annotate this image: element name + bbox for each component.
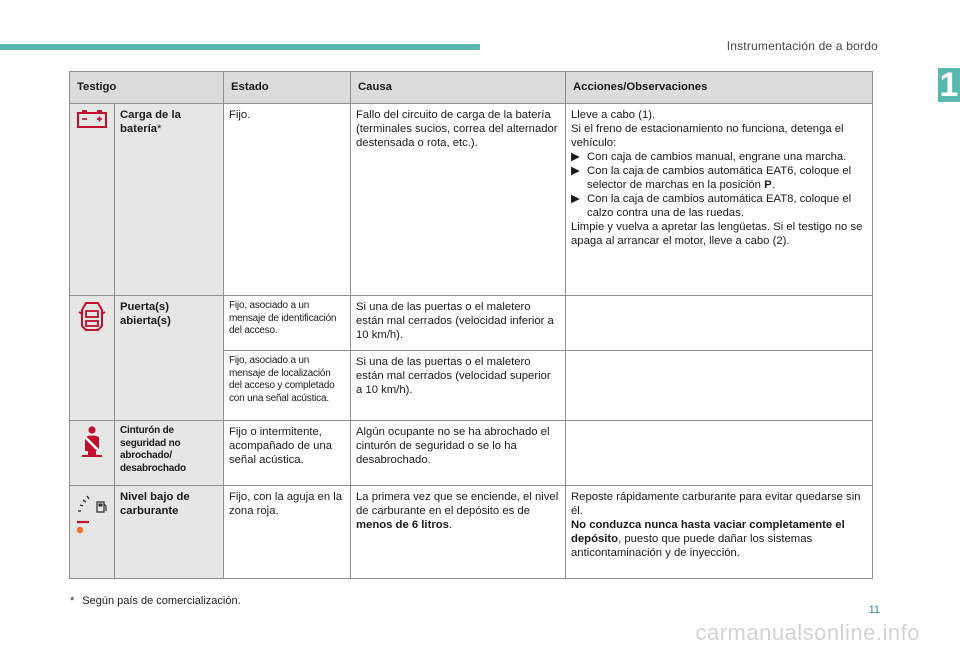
section-title: Instrumentación de a bordo	[726, 39, 878, 53]
estado-cell: Fijo, con la aguja en la zona roja.	[224, 486, 351, 579]
causa-cell: Si una de las puertas o el maletero están mal cerrados (velocidad superior a 10 km/h).	[351, 351, 566, 421]
acciones-cell	[566, 421, 873, 486]
list-item: ▶︎ Con la caja de cambios automática EAT8, coloque el calzo contra una de las ruedas.	[571, 193, 852, 219]
causa-cell: Si una de las puertas o el maletero están mal cerrados (velocidad inferior a 10 km/h).	[351, 296, 566, 351]
estado-cell: Fijo o intermitente, acompañado de una señal acústica.	[224, 421, 351, 486]
icon-cell	[70, 421, 115, 486]
table-header-row	[70, 72, 873, 104]
battery-icon	[75, 121, 109, 133]
arrow-bullet-icon: ▶︎	[571, 193, 580, 205]
acciones-cell	[566, 296, 873, 351]
estado-cell: Fijo, asociado a un mensaje de localización del acceso y completado con una señal acústica.	[224, 351, 351, 421]
causa-cell: Algún ocupante no se ha abrochado el cinturón de seguridad o se lo ha desabrochado.	[351, 421, 566, 486]
warning-label: Puerta(s) abierta(s)	[115, 296, 224, 421]
table-row	[70, 104, 873, 296]
table-row	[70, 421, 873, 486]
causa-cell: Fallo del circuito de carga de la batería (terminales sucios, correa del alternador destensada o rota, etc.).	[351, 104, 566, 296]
acciones-line: Si el freno de estacionamiento no funciona, detenga el vehículo:	[571, 123, 844, 149]
arrow-bullet-icon: ▶︎	[571, 151, 580, 163]
acciones-intro: Lleve a cabo (1).	[571, 109, 656, 121]
acciones-cell	[566, 104, 873, 296]
acciones-cell: Reposte rápidamente carburante para evitar quedarse sin él. No conduzca nunca hasta vaciar completamente el depósito, puesto que puede dañar los sistemas anticontaminación y de inyección.	[566, 486, 873, 579]
causa-cell: La primera vez que se enciende, el nivel de carburante en el depósito es de menos de 6 litros.	[351, 486, 566, 579]
table-row	[70, 486, 873, 579]
icon-cell	[70, 104, 115, 296]
door-open-icon	[77, 323, 107, 335]
warning-lights-table	[69, 71, 873, 579]
chapter-number: 1	[939, 66, 959, 104]
list-item: ▶︎ Con la caja de cambios automática EAT6, coloque el selector de marchas en la posición P.	[571, 165, 852, 191]
seatbelt-icon	[79, 448, 105, 460]
column-header-causa: Causa	[351, 72, 566, 104]
top-accent-bar	[0, 44, 480, 50]
footnote	[70, 595, 241, 607]
estado-cell: Fijo, asociado a un mensaje de identificación del acceso.	[224, 296, 351, 351]
acciones-outro: Limpie y vuelva a apretar las lengüetas. Si el testigo no se apaga al arrancar el motor, lleve a cabo (2).	[571, 221, 863, 247]
footnote-mark: *	[70, 595, 75, 607]
column-header-testigo: Testigo	[70, 72, 224, 104]
footnote-text: Según país de comercialización.	[82, 595, 241, 607]
column-header-acciones: Acciones/Observaciones	[566, 72, 873, 104]
chapter-tab	[938, 68, 960, 102]
table-row	[70, 296, 873, 351]
page-number: 11	[868, 604, 880, 616]
icon-cell	[70, 296, 115, 421]
warning-label: Nivel bajo de carburante	[115, 486, 224, 579]
list-item: ▶︎ Con caja de cambios manual, engrane una marcha.	[571, 151, 847, 163]
watermark: carmanualsonline.info	[695, 620, 920, 645]
warning-label: Cinturón de seguridad no abrochado/ desabrochado	[115, 421, 224, 486]
column-header-estado: Estado	[224, 72, 351, 104]
estado-cell: Fijo.	[224, 104, 351, 296]
warning-label: Carga de la batería*	[115, 104, 224, 296]
fuel-gauge-icon	[75, 531, 109, 543]
icon-cell	[70, 486, 115, 579]
arrow-bullet-icon: ▶︎	[571, 165, 580, 177]
acciones-cell	[566, 351, 873, 421]
